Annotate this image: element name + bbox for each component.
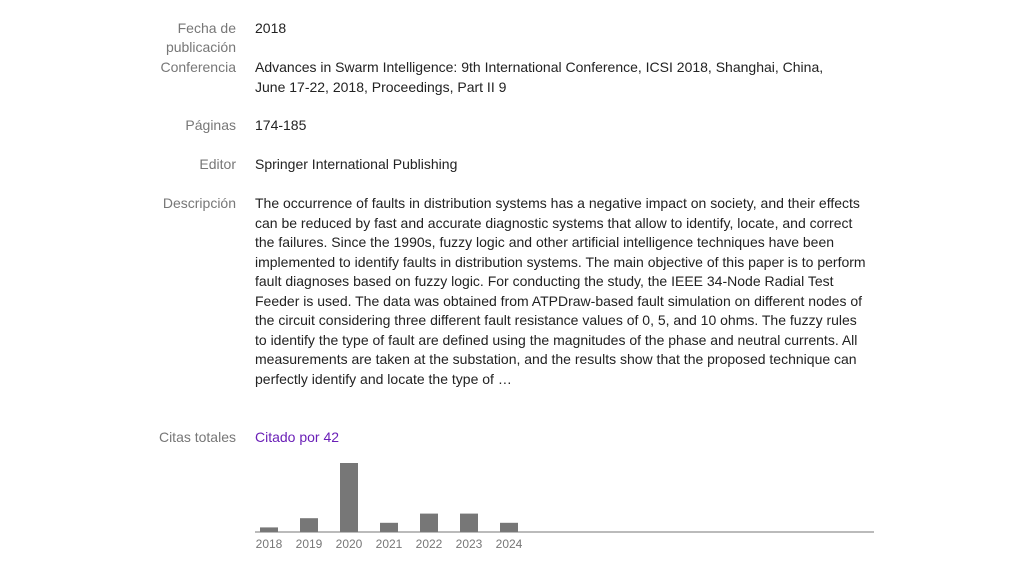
tick-label-2020: 2020 <box>335 537 363 551</box>
field-descripcion-label: Descripción <box>162 195 236 211</box>
field-conferencia-value: Advances in Swarm Intelligence: 9th International Conference, ICSI 2018, Shanghai, China, June 17-22, 2018, Proceedings, Part II 9 <box>255 59 824 95</box>
citations-chart <box>250 455 880 560</box>
bar-2022[interactable] <box>420 514 438 532</box>
field-editor-value: Springer International Publishing <box>255 156 458 172</box>
tick-label-2018: 2018 <box>255 537 283 551</box>
bar-2020[interactable] <box>340 463 358 532</box>
field-fecha-label: Fecha de publicación <box>165 20 236 55</box>
field-citas-label: Citas totales <box>158 429 236 445</box>
field-descripcion-value: The occurrence of faults in distribution systems has a negative impact on society, and their effects can be reduced by fast and accurate diagnostic systems that allow to identify, locate, and correct the failures. Since the 1990s, fuzzy logic and other artificial intelligence techniques have been implemented to identify faults in distribution systems. The main objective of this paper is to perform fault diagnoses based on fuzzy logic. For conducting the study, the IEEE 34-Node Radial Test Feeder is used. The data was obtained from ATPDraw-based fault simulation on different nodes of the circuit considering three different fault resistance values of 0, 5, and 10 ohms. The fuzzy rules to identify the type of fault are defined using the magnitudes of the phase and neutral currents. All measurements are taken at the substation, and the results show that the proposed technique can perfectly identify and locate the type of … <box>255 195 866 387</box>
tick-label-2021: 2021 <box>375 537 403 551</box>
field-paginas-value: 174-185 <box>255 117 307 133</box>
tick-label-2024: 2024 <box>495 537 523 551</box>
bar-2023[interactable] <box>460 514 478 532</box>
tick-label-2023: 2023 <box>455 537 483 551</box>
field-fecha-value: 2018 <box>255 20 287 36</box>
bar-2021[interactable] <box>380 523 398 532</box>
bar-2024[interactable] <box>500 523 518 532</box>
field-conferencia-label: Conferencia <box>160 59 236 75</box>
field-editor-label: Editor <box>199 156 236 172</box>
tick-label-2019: 2019 <box>295 537 323 551</box>
cited-by-link[interactable]: Citado por 42 <box>255 429 340 445</box>
bar-2019[interactable] <box>300 518 318 532</box>
tick-label-2022: 2022 <box>415 537 443 551</box>
field-paginas-label: Páginas <box>185 117 236 133</box>
bar-2018[interactable] <box>260 527 278 532</box>
